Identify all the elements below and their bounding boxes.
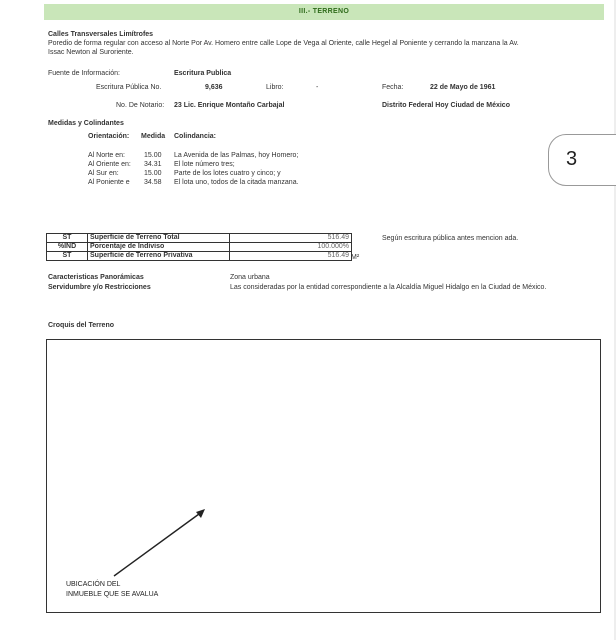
section-title: III.- TERRENO	[44, 4, 604, 20]
caracteristicas-label: Caracteristicas Panorámicas	[48, 274, 144, 281]
calles-text-line2: Issac Newton al Suroriente.	[48, 49, 134, 56]
libro-value: -	[316, 84, 319, 91]
col-colindancia: Colindancia:	[174, 133, 217, 140]
superficie-code: ST	[47, 234, 88, 243]
superficie-unit: M²	[351, 254, 360, 261]
fecha-value: 22 de Mayo de 1961	[430, 84, 496, 91]
superficie-value: 516.49	[230, 234, 352, 243]
calles-text-line1: Poredio de forma regular con acceso al Norte Por Av. Homero entre calle Lope de Vega al Oriente, calle Hegel al Poniente y cerrando la manzana la Av.	[48, 40, 519, 47]
col-orientacion: Orientación:	[88, 133, 130, 140]
superficie-label: Superficie de Terreno Privativa	[88, 252, 230, 261]
ubicacion-line2: INMUEBLE QUE SE AVALUA	[66, 591, 159, 598]
fuente-label: Fuente de Información:	[48, 70, 120, 77]
superficie-value: 516.49	[230, 252, 352, 261]
medida-colindancia: La Avenida de las Palmas, hoy Homero;	[174, 152, 299, 159]
medida-orient: Al Poniente e	[88, 179, 130, 186]
calles-heading: Calles Transversales Limítrofes	[48, 31, 154, 38]
medida-orient: Al Oriente en:	[88, 161, 131, 168]
fuente-value: Escritura Publica	[174, 70, 232, 77]
medida-value: 34.31	[144, 161, 162, 168]
medida-orient: Al Sur en:	[88, 170, 119, 177]
notario-label: No. De Notario:	[116, 102, 165, 109]
col-medida: Medida	[141, 133, 166, 140]
medida-value: 15.00	[144, 152, 162, 159]
escritura-label: Escritura Pública No.	[96, 84, 162, 91]
medida-colindancia: Parte de los lotes cuatro y cinco; y	[174, 170, 281, 177]
superficie-code: %IND	[47, 243, 88, 252]
superficie-label: Superficie de Terreno Total	[88, 234, 230, 243]
notario-value: 23 Lic. Enrique Montaño Carbajal	[174, 102, 285, 109]
medida-value: 34.58	[144, 179, 162, 186]
croquis-heading: Croquis del Terreno	[48, 322, 114, 329]
medidas-heading: Medidas y Colindantes	[48, 120, 124, 127]
medida-colindancia: El lote número tres;	[174, 161, 235, 168]
medida-value: 15.00	[144, 170, 162, 177]
fecha-label: Fecha:	[382, 84, 404, 91]
caracteristicas-value: Zona urbana	[230, 274, 270, 281]
libro-label: Libro:	[266, 84, 284, 91]
escritura-value: 9,636	[205, 84, 223, 91]
superficie-note: Según escritura pública antes mencion ada.	[382, 235, 519, 242]
medida-orient: Al Norte en:	[88, 152, 125, 159]
superficie-label: Porcentaje de Indiviso	[88, 243, 230, 252]
ubicacion-line1: UBICACIÓN DEL	[66, 581, 121, 588]
servidumbre-value: Las consideradas por la entidad correspondiente a la Alcaldía Miguel Hidalgo en la Ciudad de México.	[230, 284, 547, 291]
page-number: 3	[566, 148, 578, 170]
distrito-value: Distrito Federal Hoy Ciudad de México	[382, 102, 510, 109]
superficie-value: 100.000%	[230, 243, 352, 252]
superficie-code: ST	[47, 252, 88, 261]
servidumbre-label: Servidumbre y/o Restricciones	[48, 284, 151, 291]
medida-colindancia: El lota uno, todos de la citada manzana.	[174, 179, 299, 186]
